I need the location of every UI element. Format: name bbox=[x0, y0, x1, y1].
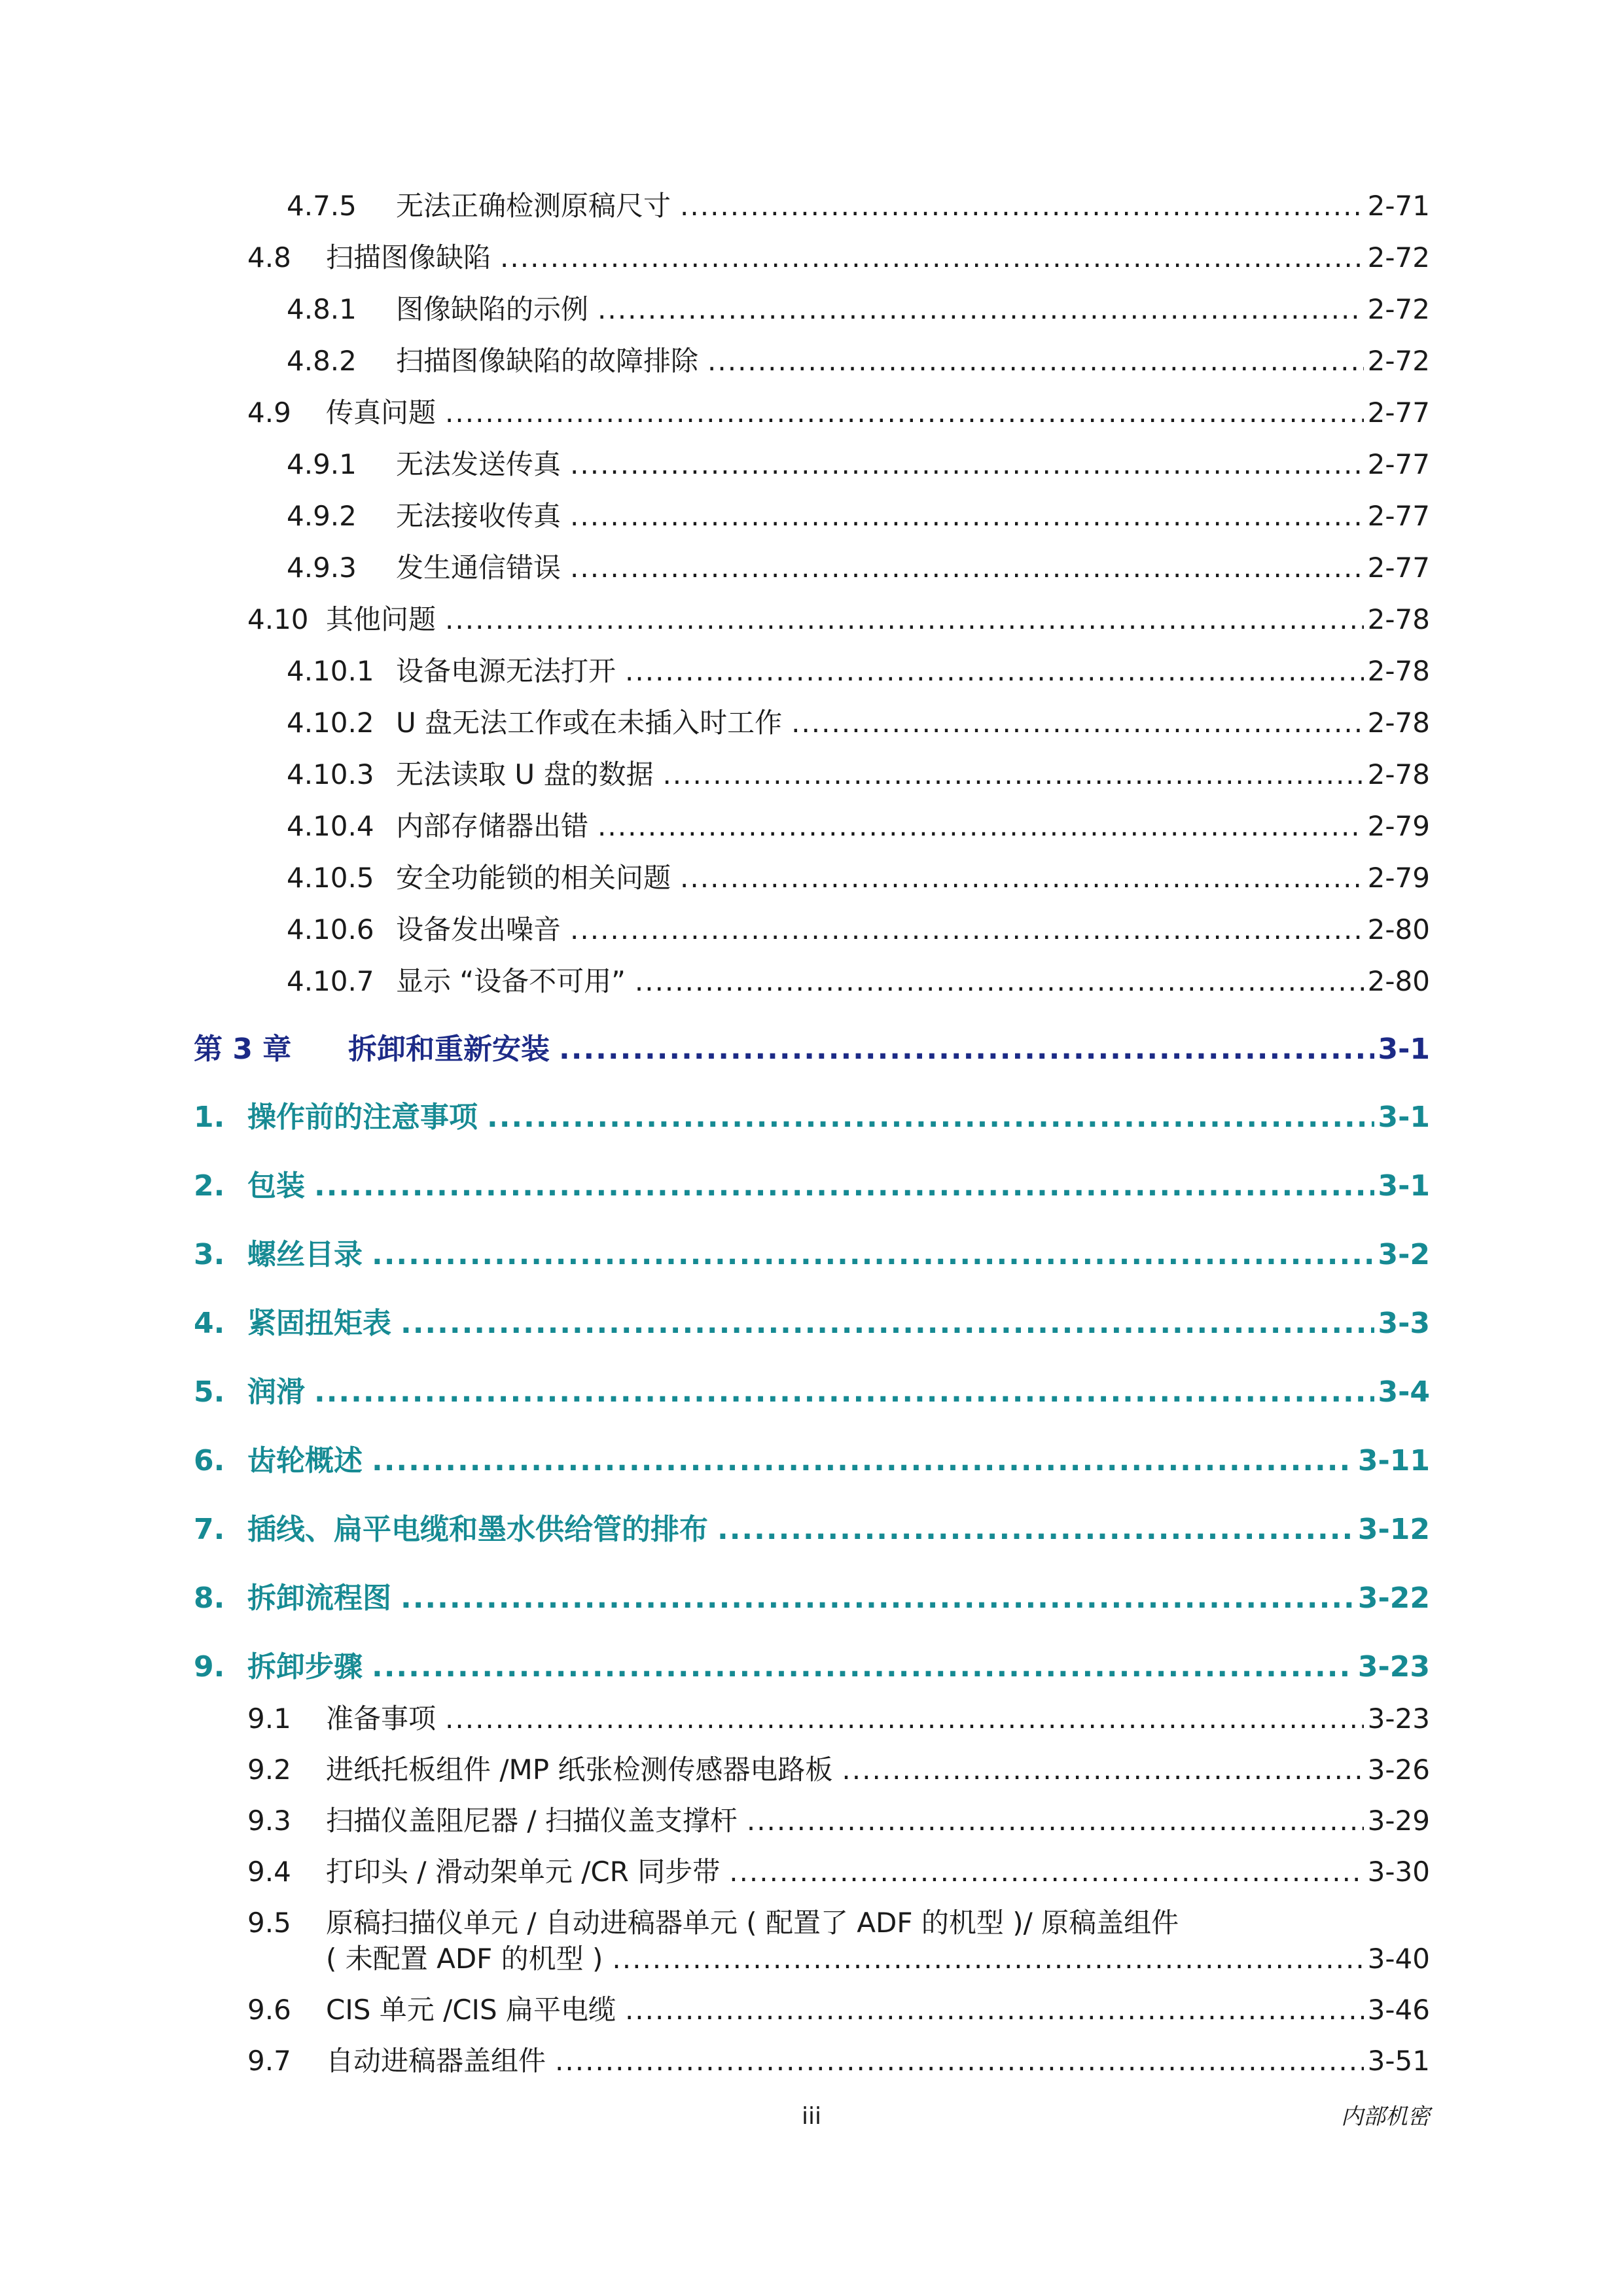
toc-leader-dots bbox=[372, 1440, 1430, 1482]
toc-entry-title: 设备电源无法打开 bbox=[396, 655, 616, 687]
toc-leader-dots bbox=[559, 1029, 1430, 1070]
toc-entry[interactable] bbox=[0, 547, 1623, 589]
toc-entry-title: 无法发送传真 bbox=[396, 448, 562, 480]
toc-chapter-entry[interactable] bbox=[0, 1029, 1623, 1070]
chapter-page: 3-1 bbox=[1374, 1029, 1431, 1070]
toc-entry-page: 3-26 bbox=[1364, 1749, 1430, 1791]
toc-entry-title-line1: 原稿扫描仪单元 / 自动进稿器单元 ( 配置了 ADF 的机型 )/ 原稿盖组件 bbox=[326, 1907, 1179, 1939]
toc-leader-dots bbox=[717, 1509, 1430, 1551]
toc-leader-dots bbox=[612, 1938, 1430, 1980]
section-title: 紧固扭矩表 bbox=[247, 1307, 391, 1340]
section-number: 3. bbox=[194, 1238, 225, 1271]
toc-entry[interactable] bbox=[0, 702, 1623, 744]
toc-entry[interactable] bbox=[0, 2040, 1623, 2082]
toc-entry[interactable] bbox=[0, 1851, 1623, 1893]
toc-entry-page: 2-72 bbox=[1364, 289, 1430, 330]
toc-entry-page: 3-23 bbox=[1364, 1698, 1430, 1740]
section-title: 插线、扁平电缆和墨水供给管的排布 bbox=[247, 1513, 708, 1546]
toc-leader-dots bbox=[487, 1097, 1430, 1139]
toc-entry-title: 进纸托板组件 /MP 纸张检测传感器电路板 bbox=[326, 1754, 833, 1786]
toc-entry-number: 4.10.6 bbox=[287, 913, 374, 945]
toc-entry[interactable] bbox=[0, 1989, 1623, 2031]
toc-entry[interactable] bbox=[0, 754, 1623, 796]
chapter-title: 拆卸和重新安装 bbox=[348, 1033, 550, 1066]
toc-leader-dots bbox=[445, 599, 1430, 641]
toc-entry-page: 3-46 bbox=[1364, 1989, 1430, 2031]
section-page: 3-23 bbox=[1354, 1646, 1430, 1688]
toc-entry-page: 3-30 bbox=[1364, 1851, 1430, 1893]
toc-entry-title: 无法接收传真 bbox=[396, 500, 562, 532]
toc-entry[interactable] bbox=[0, 1749, 1623, 1791]
toc-entry-second-line[interactable] bbox=[0, 1938, 1623, 1980]
toc-entry[interactable] bbox=[0, 495, 1623, 537]
section-number: 9. bbox=[194, 1650, 225, 1684]
toc-leader-dots bbox=[445, 392, 1430, 434]
section-page: 3-22 bbox=[1354, 1578, 1430, 1619]
toc-leader-dots bbox=[625, 1989, 1430, 2031]
toc-entry-title: 扫描仪盖阻尼器 / 扫描仪盖支撑杆 bbox=[326, 1805, 738, 1837]
section-title: 拆卸流程图 bbox=[247, 1581, 391, 1615]
section-title: 螺丝目录 bbox=[247, 1238, 363, 1271]
toc-section-entry[interactable] bbox=[0, 1097, 1623, 1139]
toc-leader-dots bbox=[597, 805, 1430, 847]
section-page: 3-11 bbox=[1354, 1440, 1430, 1482]
toc-entry[interactable] bbox=[0, 392, 1623, 434]
footer-confidential-label: 内部机密 bbox=[1341, 2104, 1430, 2130]
toc-entry[interactable] bbox=[0, 961, 1623, 1002]
toc-entry-page: 2-71 bbox=[1364, 185, 1430, 227]
toc-entry-number: 4.9.1 bbox=[287, 448, 357, 480]
toc-entry-number: 4.9 bbox=[247, 397, 291, 429]
toc-leader-dots bbox=[680, 857, 1430, 899]
toc-leader-dots bbox=[597, 289, 1430, 330]
toc-entry-page: 2-78 bbox=[1364, 702, 1430, 744]
section-number: 8. bbox=[194, 1581, 225, 1615]
toc-entry-number: 4.10.4 bbox=[287, 810, 374, 842]
toc-entry-page: 2-79 bbox=[1364, 805, 1430, 847]
toc-entry[interactable] bbox=[0, 289, 1623, 330]
toc-entry-title: 无法正确检测原稿尺寸 bbox=[396, 190, 671, 222]
section-number: 2. bbox=[194, 1169, 225, 1203]
chapter-number: 第 3 章 bbox=[194, 1033, 292, 1066]
toc-entry-title: 扫描图像缺陷的故障排除 bbox=[396, 345, 699, 377]
toc-entry-number: 4.10.1 bbox=[287, 655, 374, 687]
toc-leader-dots bbox=[372, 1646, 1430, 1688]
toc-entry-title: 其他问题 bbox=[326, 603, 437, 635]
toc-section-entry[interactable] bbox=[0, 1440, 1623, 1482]
toc-entry[interactable] bbox=[0, 650, 1623, 692]
toc-entry-page: 2-80 bbox=[1364, 909, 1430, 951]
toc-entry-number: 4.7.5 bbox=[287, 190, 357, 222]
toc-entry-page: 2-72 bbox=[1364, 237, 1430, 279]
toc-entry[interactable] bbox=[0, 909, 1623, 951]
toc-leader-dots bbox=[729, 1851, 1430, 1893]
toc-leader-dots bbox=[635, 961, 1430, 1002]
toc-entry-page: 2-77 bbox=[1364, 495, 1430, 537]
toc-entry[interactable] bbox=[0, 1800, 1623, 1842]
toc-entry-title-line2: ( 未配置 ADF 的机型 ) bbox=[326, 1943, 603, 1975]
toc-entry-number: 4.10 bbox=[247, 603, 309, 635]
toc-leader-dots bbox=[314, 1165, 1430, 1207]
toc-entry[interactable] bbox=[0, 1698, 1623, 1740]
toc-section-entry[interactable] bbox=[0, 1234, 1623, 1276]
toc-leader-dots bbox=[314, 1371, 1430, 1413]
toc-entry-title: 显示 “设备不可用” bbox=[396, 965, 626, 997]
toc-leader-dots bbox=[445, 1698, 1430, 1740]
section-page: 3-4 bbox=[1374, 1371, 1431, 1413]
section-number: 4. bbox=[194, 1307, 225, 1340]
toc-entry[interactable] bbox=[0, 805, 1623, 847]
toc-entry-title: U 盘无法工作或在未插入时工作 bbox=[396, 707, 783, 739]
toc-entry-title: 扫描图像缺陷 bbox=[326, 241, 491, 274]
toc-entry-page: 2-79 bbox=[1364, 857, 1430, 899]
toc-leader-dots bbox=[625, 650, 1430, 692]
section-title: 齿轮概述 bbox=[247, 1444, 363, 1477]
toc-leader-dots bbox=[707, 340, 1430, 382]
toc-section-entry[interactable] bbox=[0, 1646, 1623, 1688]
toc-section-entry[interactable] bbox=[0, 1509, 1623, 1551]
section-number: 6. bbox=[194, 1444, 225, 1477]
toc-entry-number: 4.10.2 bbox=[287, 707, 374, 739]
toc-entry-number: 4.8.1 bbox=[287, 293, 357, 325]
toc-leader-dots bbox=[570, 909, 1430, 951]
section-page: 3-1 bbox=[1374, 1097, 1431, 1139]
section-number: 1. bbox=[194, 1101, 225, 1134]
toc-entry-title: 内部存储器出错 bbox=[396, 810, 589, 842]
section-title: 拆卸步骤 bbox=[247, 1650, 363, 1684]
section-title: 包装 bbox=[247, 1169, 305, 1203]
toc-entry-number: 9.6 bbox=[247, 1994, 291, 2026]
toc-entry-title: 打印头 / 滑动架单元 /CR 同步带 bbox=[326, 1856, 721, 1888]
toc-entry-page: 2-72 bbox=[1364, 340, 1430, 382]
toc-entry-title: 准备事项 bbox=[326, 1703, 437, 1735]
toc-entry[interactable] bbox=[0, 599, 1623, 641]
section-title: 润滑 bbox=[247, 1375, 305, 1409]
toc-entry-title: 设备发出噪音 bbox=[396, 913, 562, 945]
toc-entry-page: 2-77 bbox=[1364, 392, 1430, 434]
section-page: 3-12 bbox=[1354, 1509, 1430, 1551]
toc-entry-title: 传真问题 bbox=[326, 397, 437, 429]
toc-leader-dots bbox=[401, 1303, 1430, 1345]
toc-section-entry[interactable] bbox=[0, 1165, 1623, 1207]
toc-entry-number: 9.5 bbox=[247, 1907, 291, 1939]
toc-entry-page: 2-80 bbox=[1364, 961, 1430, 1002]
toc-leader-dots bbox=[372, 1234, 1430, 1276]
toc-entry-page: 2-78 bbox=[1364, 650, 1430, 692]
toc-entry[interactable] bbox=[0, 185, 1623, 227]
toc-entry-page: 2-78 bbox=[1364, 599, 1430, 641]
section-title: 操作前的注意事项 bbox=[247, 1101, 478, 1134]
toc-entry-number: 9.1 bbox=[247, 1703, 291, 1735]
toc-leader-dots bbox=[570, 444, 1430, 486]
toc-entry-number: 4.9.3 bbox=[287, 552, 357, 584]
toc-section-entry[interactable] bbox=[0, 1303, 1623, 1345]
toc-entry-number: 4.10.5 bbox=[287, 862, 374, 894]
toc-entry-title: 无法读取 U 盘的数据 bbox=[396, 758, 654, 790]
section-page: 3-2 bbox=[1374, 1234, 1431, 1276]
section-page: 3-1 bbox=[1374, 1165, 1431, 1207]
toc-entry-page: 3-29 bbox=[1364, 1800, 1430, 1842]
toc-entry-number: 9.7 bbox=[247, 2045, 291, 2077]
toc-entry[interactable] bbox=[0, 340, 1623, 382]
toc-entry-number: 9.3 bbox=[247, 1805, 291, 1837]
toc-entry-number: 4.10.7 bbox=[287, 965, 374, 997]
toc-entry-title: 图像缺陷的示例 bbox=[396, 293, 589, 325]
toc-leader-dots bbox=[791, 702, 1430, 744]
toc-leader-dots bbox=[570, 547, 1430, 589]
toc-leader-dots bbox=[570, 495, 1430, 537]
section-page: 3-3 bbox=[1374, 1303, 1431, 1345]
toc-entry-page: 3-40 bbox=[1364, 1938, 1430, 1980]
toc-leader-dots bbox=[555, 2040, 1430, 2082]
toc-leader-dots bbox=[842, 1749, 1430, 1791]
toc-leader-dots bbox=[747, 1800, 1430, 1842]
toc-entry-title: 安全功能锁的相关问题 bbox=[396, 862, 671, 894]
toc-entry[interactable] bbox=[0, 444, 1623, 486]
toc-entry[interactable] bbox=[0, 857, 1623, 899]
toc-section-entry[interactable] bbox=[0, 1371, 1623, 1413]
toc-entry-page: 2-78 bbox=[1364, 754, 1430, 796]
toc-entry-number: 4.8 bbox=[247, 241, 291, 274]
toc-leader-dots bbox=[680, 185, 1430, 227]
toc-leader-dots bbox=[500, 237, 1430, 279]
toc-entry-title: CIS 单元 /CIS 扁平电缆 bbox=[326, 1994, 616, 2026]
section-number: 7. bbox=[194, 1513, 225, 1546]
toc-entry-title: 发生通信错误 bbox=[396, 552, 562, 584]
toc-leader-dots bbox=[662, 754, 1430, 796]
toc-entry-number: 9.2 bbox=[247, 1754, 291, 1786]
toc-entry-number: 9.4 bbox=[247, 1856, 291, 1888]
toc-entry-page: 3-51 bbox=[1364, 2040, 1430, 2082]
footer-page-number: iii bbox=[801, 2103, 821, 2130]
toc-entry-page: 2-77 bbox=[1364, 444, 1430, 486]
toc-entry-number: 4.10.3 bbox=[287, 758, 374, 790]
toc-entry-number: 4.9.2 bbox=[287, 500, 357, 532]
toc-entry-title: 自动进稿器盖组件 bbox=[326, 2045, 546, 2077]
toc-entry-page: 2-77 bbox=[1364, 547, 1430, 589]
toc-section-entry[interactable] bbox=[0, 1578, 1623, 1619]
toc-leader-dots bbox=[401, 1578, 1430, 1619]
toc-entry[interactable] bbox=[0, 237, 1623, 279]
section-number: 5. bbox=[194, 1375, 225, 1409]
toc-entry-number: 4.8.2 bbox=[287, 345, 357, 377]
